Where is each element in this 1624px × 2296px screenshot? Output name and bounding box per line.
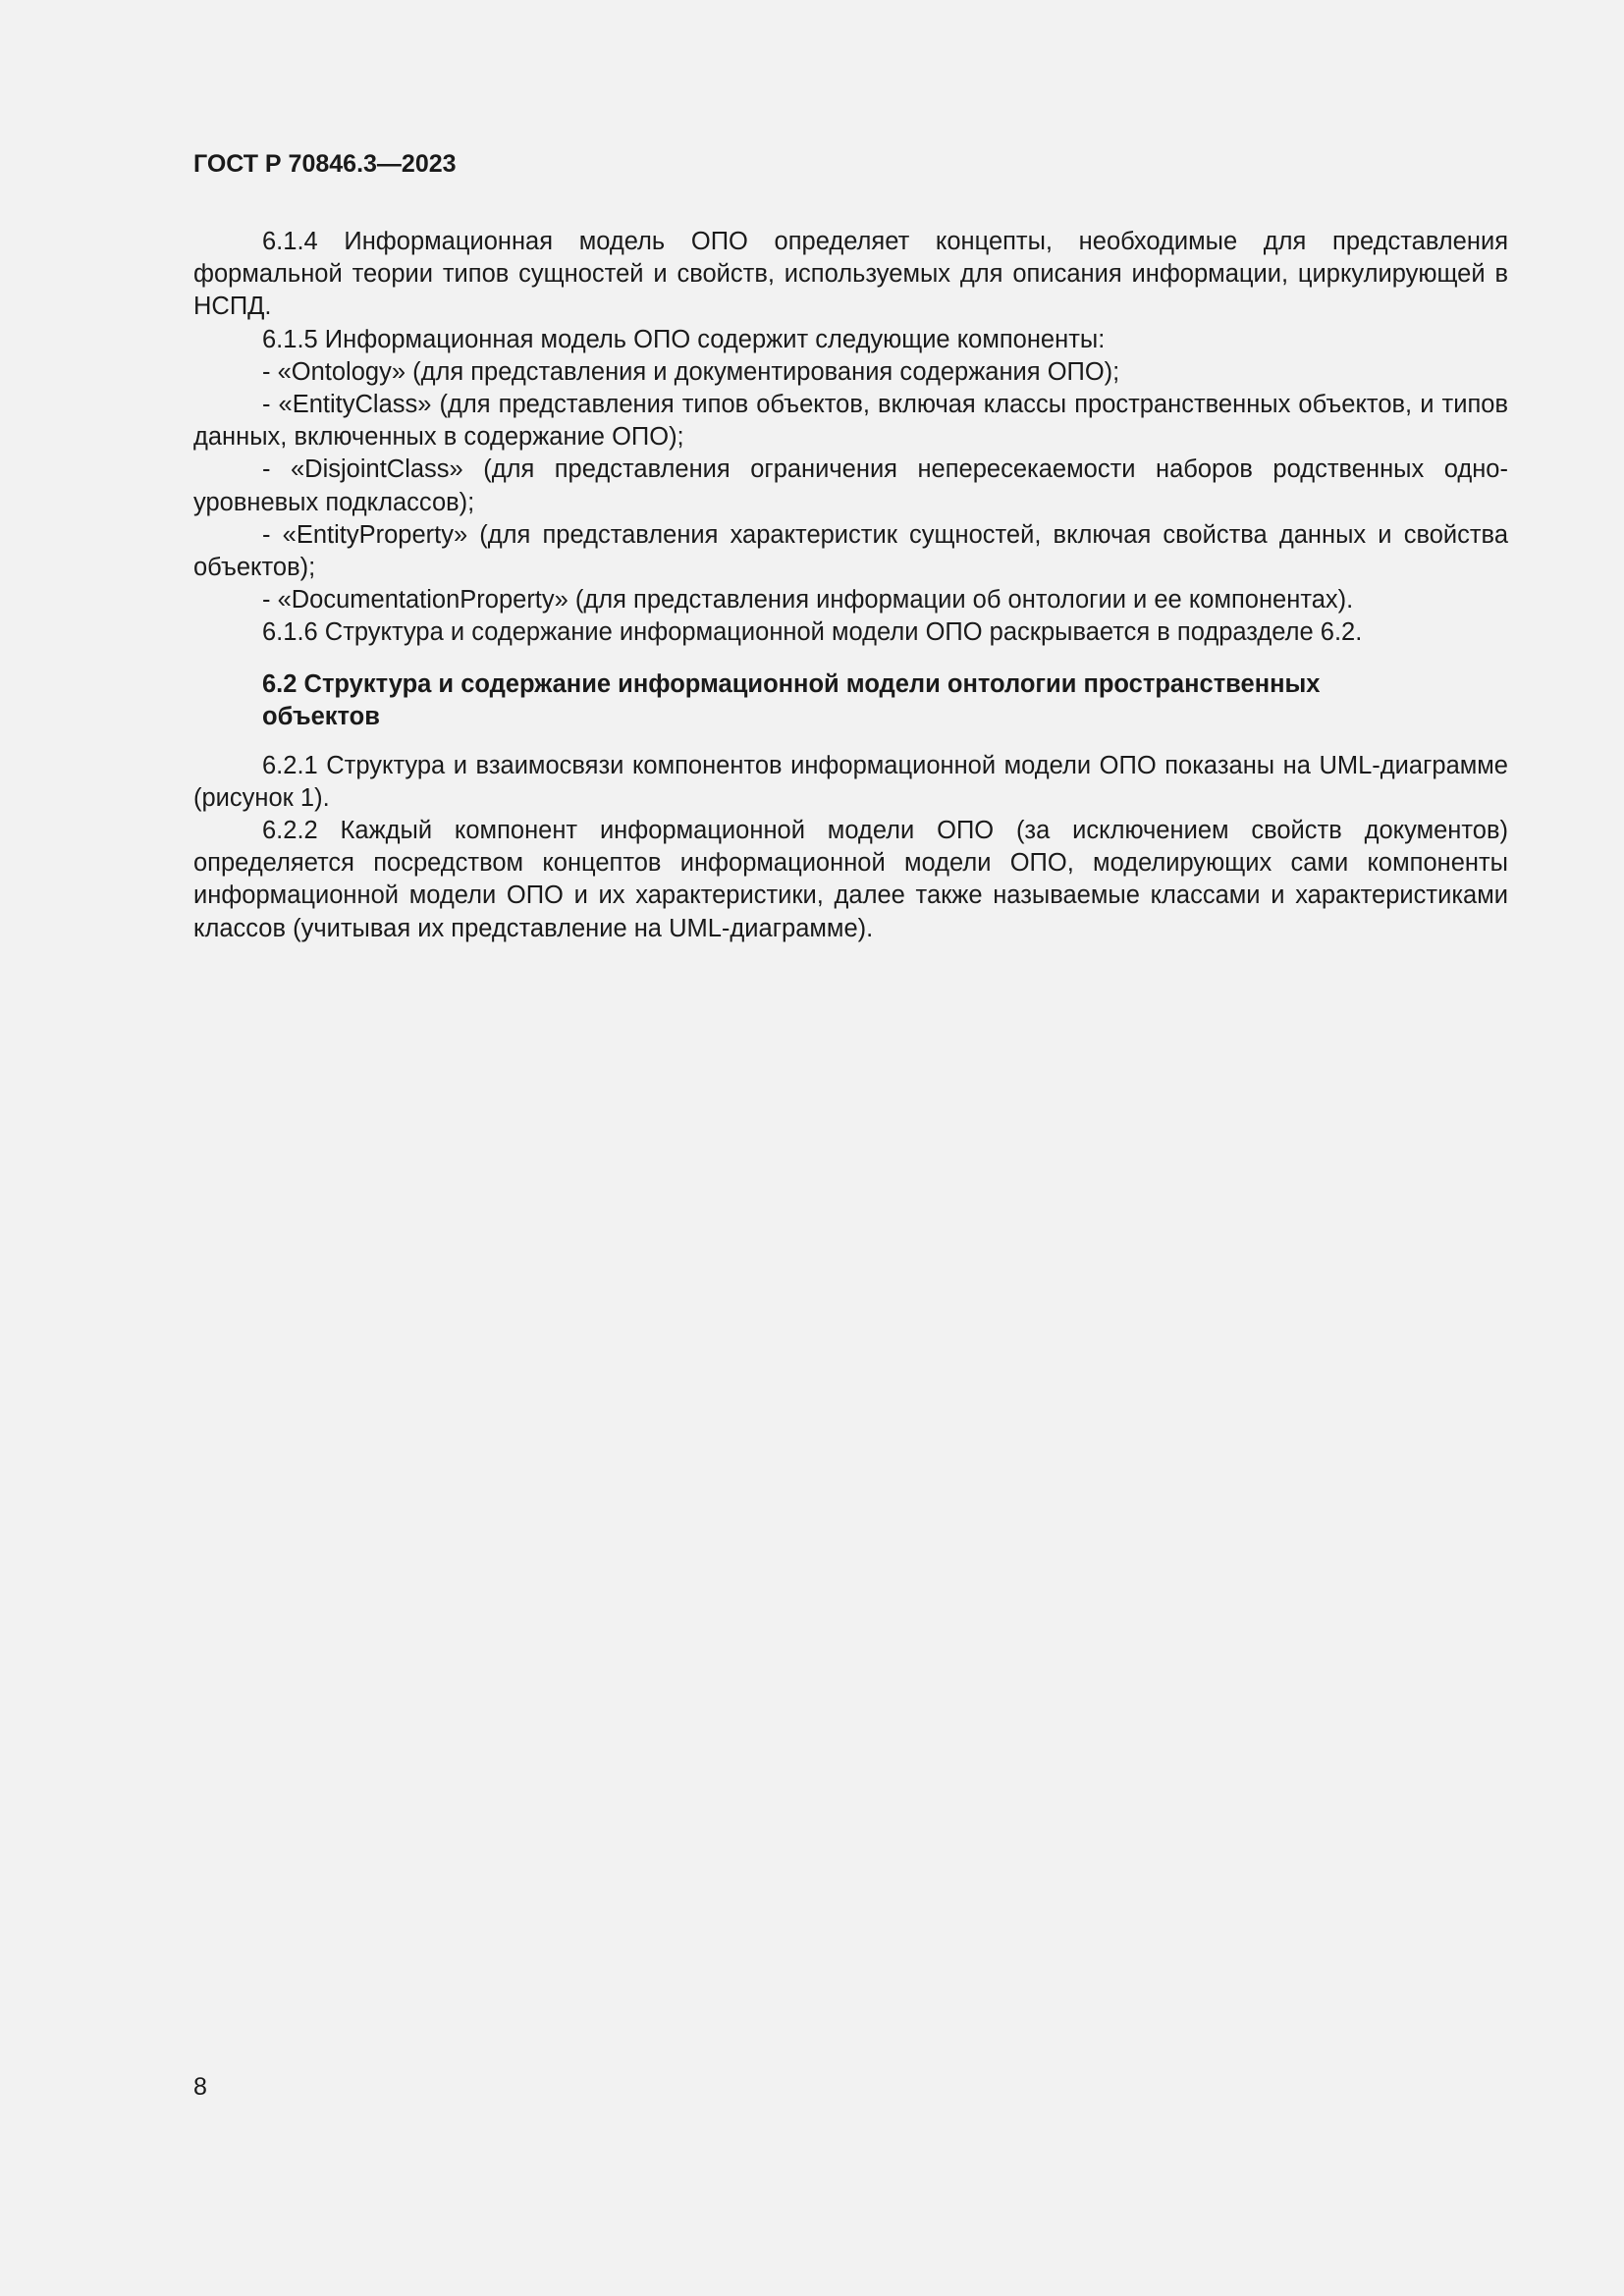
paragraph-6-1-4: 6.1.4 Информационная модель ОПО определяет концепты, необходимые для представления формальной теории типов сущностей и свойств, используемых для описания информации, циркулирующей в НСПД. <box>193 228 1508 321</box>
list-item-documentationproperty: - «DocumentationProperty» (для представления информации об онтологии и ее компонентах). <box>262 586 1354 614</box>
list-item-disjointclass: - «DisjointClass» (для представления ограничения непересекаемости наборов родственных одноуровневых подклассов); <box>193 455 1508 516</box>
page-number: 8 <box>193 2073 207 2101</box>
list-item-ontology: - «Ontology» (для представления и документирования содержания ОПО); <box>262 357 1120 386</box>
paragraph-6-1-5: 6.1.5 Информационная модель ОПО содержит следующие компоненты: <box>262 325 1106 353</box>
paragraph-6-2-2: 6.2.2 Каждый компонент информационной модели ОПО (за исключением свойств документов) определяется посредством концептов информационной модели ОПО, моделирующих сами компоненты информационной модели ОПО и их характеристики, далее также называемые классами и характеристиками классов (учитывая их представление на UML-диаграмме). <box>193 817 1508 942</box>
standard-code-header: ГОСТ Р 70846.3—2023 <box>193 150 457 178</box>
list-item-entityproperty: - «EntityProperty» (для представления характеристик сущностей, включая свойства данных и свойства объектов); <box>193 520 1508 582</box>
paragraph-6-2-1: 6.2.1 Структура и взаимосвязи компонентов информационной модели ОПО показаны на UML-диаграмме (рисунок 1). <box>193 751 1508 812</box>
document-body <box>193 226 1508 945</box>
paragraph-6-1-6: 6.1.6 Структура и содержание информационной модели ОПО раскрывается в подразделе 6.2. <box>262 618 1363 647</box>
list-item-entityclass: - «EntityClass» (для представления типов объектов, включая классы пространственных объектов, и типов данных, включенных в содержание ОПО); <box>193 391 1508 452</box>
section-heading-6-2: 6.2 Структура и содержание информационной модели онтологии пространственных объектов <box>262 669 1321 730</box>
